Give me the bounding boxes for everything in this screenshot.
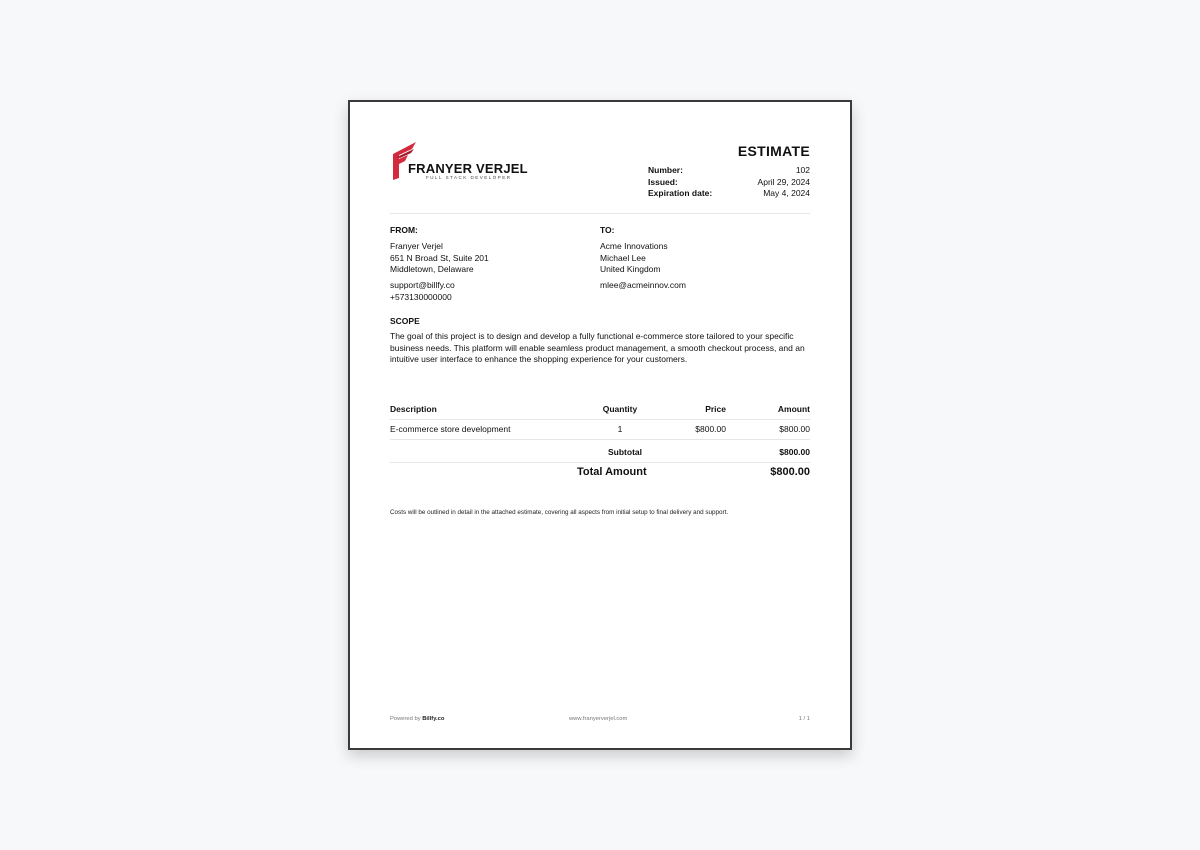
- document-title: ESTIMATE: [737, 143, 810, 159]
- footer-powered-by: [390, 716, 444, 722]
- header-amount: Amount: [777, 404, 810, 414]
- table-row: [390, 423, 810, 435]
- total-label: Total Amount: [577, 466, 647, 478]
- footer-website-link[interactable]: www.franyerverjel.com: [569, 716, 628, 722]
- meta-value: April 29, 2024: [757, 176, 810, 187]
- brand-logo: [390, 142, 530, 184]
- subtotal-divider: [390, 462, 810, 463]
- from-name: Franyer Verjel: [390, 241, 443, 251]
- subtotal-label: Subtotal: [608, 447, 642, 457]
- scope-label: SCOPE: [390, 316, 420, 326]
- from-address-line2: Middletown, Delaware: [390, 264, 474, 275]
- scope-text: The goal of this project is to design and develop a fully functional e-commerce store tailored to your specific business needs. This platform will enable seamless product management, a smooth checkout process, and an intuitive user interface to enhance the shopping experience for your customers.: [390, 331, 805, 365]
- to-label: TO:: [600, 225, 615, 235]
- meta-value: May 4, 2024: [763, 188, 810, 198]
- to-email: mlee@acmeinnov.com: [600, 280, 686, 290]
- estimate-notes: Costs will be outlined in detail in the attached estimate, covering all aspects from initial setup to final delivery and support.: [390, 509, 729, 516]
- header-divider: [390, 213, 810, 214]
- meta-label: Issued:: [648, 176, 678, 187]
- from-phone: +573130000000: [390, 291, 452, 302]
- meta-number: [648, 165, 810, 177]
- estimate-page: [348, 100, 852, 750]
- powered-brand-link[interactable]: Billfy.co: [422, 716, 445, 722]
- from-email: support@billfy.co: [390, 280, 455, 290]
- from-address: [390, 241, 489, 276]
- to-contact: Michael Lee: [600, 252, 646, 263]
- powered-prefix: Powered by: [390, 716, 421, 722]
- brand-name: FRANYER VERJEL: [408, 161, 528, 176]
- header-quantity: Quantity: [602, 404, 638, 414]
- meta-label: Number:: [648, 165, 683, 175]
- to-company: Acme Innovations: [600, 241, 668, 251]
- row-description: E-commerce store development: [390, 424, 511, 434]
- header-price: Price: [705, 404, 726, 414]
- table-header: [390, 403, 810, 415]
- meta-label: Expiration date:: [648, 188, 713, 198]
- subtotal-value: $800.00: [779, 447, 810, 457]
- from-address-line1: 651 N Broad St, Suite 201: [390, 252, 489, 263]
- header-description: Description: [390, 404, 437, 414]
- table-header-divider: [390, 419, 810, 420]
- from-contact: [390, 280, 455, 303]
- meta-value: 102: [795, 165, 810, 175]
- to-address: [600, 241, 668, 276]
- estimate-meta: [648, 165, 810, 200]
- brand-tagline: FULL STACK DEVELOPER: [426, 175, 512, 180]
- row-quantity: 1: [617, 424, 623, 434]
- meta-issued: [648, 177, 810, 189]
- footer-page-number: 1 / 1: [798, 716, 810, 722]
- to-country: United Kingdom: [600, 264, 661, 275]
- table-row-divider: [390, 439, 810, 440]
- from-label: FROM:: [390, 225, 418, 235]
- total-value: $800.00: [770, 466, 810, 478]
- row-amount: $800.00: [779, 424, 810, 434]
- row-price: $800.00: [695, 424, 726, 434]
- meta-expiration: [648, 188, 810, 200]
